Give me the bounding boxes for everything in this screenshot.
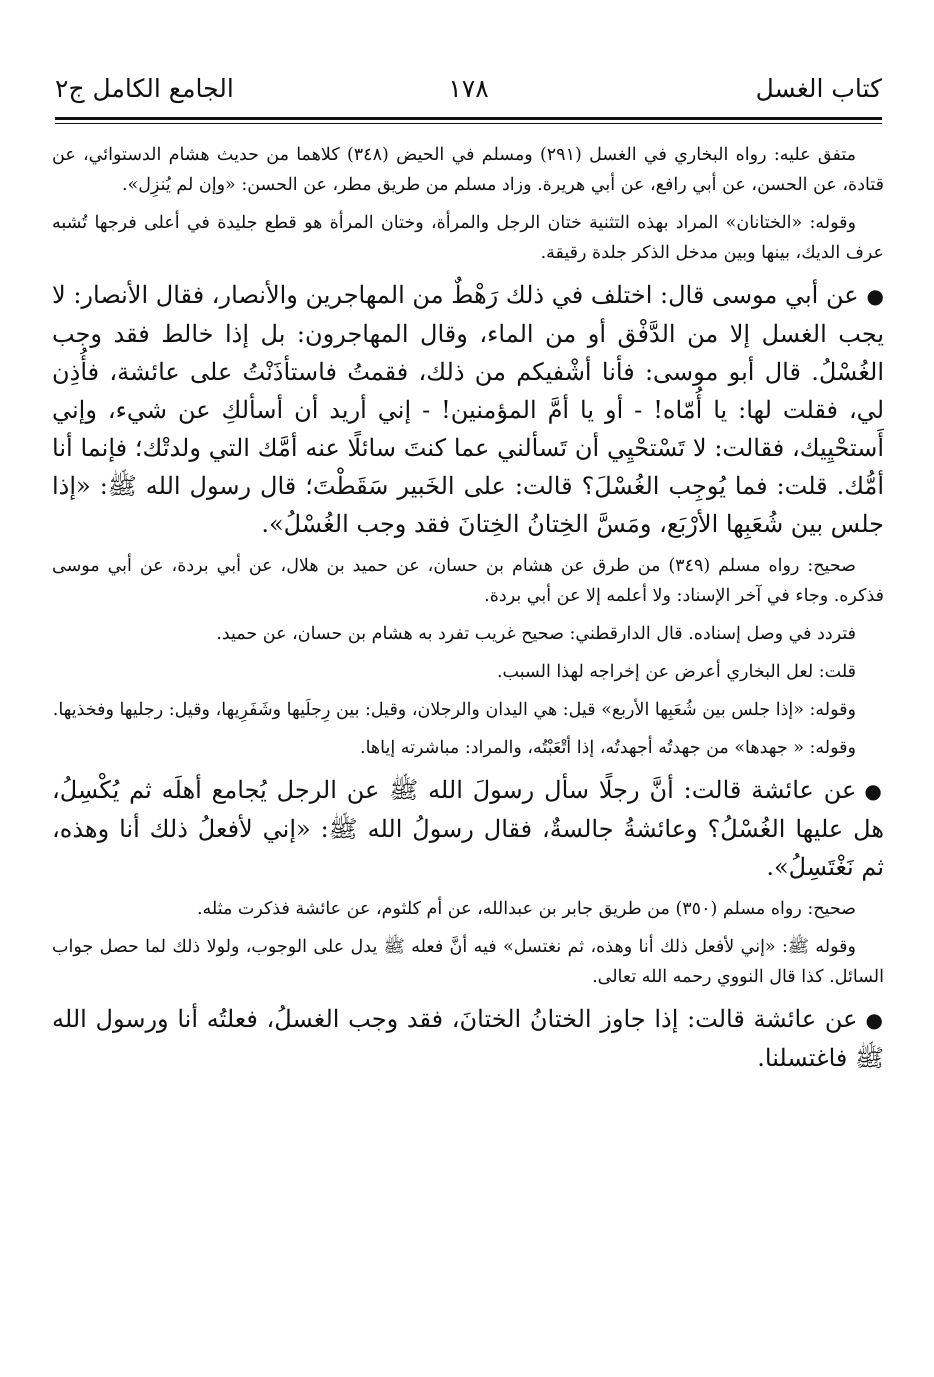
hadith-paragraph — [52, 1000, 884, 1077]
page-body — [52, 140, 884, 1085]
hadith-text: عن عائشة قالت: أنَّ رجلًا سأل رسولَ الله ﷺ عن الرجل يُجامع أهلَه ثم يُكْسِلُ، هل عليها الغُسْلُ؟ وعائشةُ جالسةٌ، فقال رسولُ الله ﷺ: «إني لأفعلُ ذلك أنا وهذه، ثم نَغْتَسِلُ». — [52, 776, 884, 881]
bullet-icon: ● — [865, 1008, 884, 1032]
takhrij-note — [52, 551, 884, 611]
takhrij-note — [52, 894, 884, 924]
commentary-note — [52, 657, 884, 687]
commentary-note — [52, 208, 884, 268]
bullet-icon: ● — [864, 779, 885, 803]
chapter-title: كتاب الغسل — [755, 74, 882, 103]
header-rule-thick — [55, 117, 882, 120]
bullet-icon: ● — [866, 284, 884, 308]
hadith-text: عن أبي موسى قال: اختلف في ذلك رَهْطٌ من المهاجرين والأنصار، فقال الأنصار: لا يجب الغسل إلا من الدَّفْق أو من الماء، وقال المهاجرون: بل إذا خالط فقد وجب الغُسْلُ. قال أبو موسى: فأنا أشْفيكم من ذلك، فقمتُ فاستأذَنْتُ على عائشة، فأُذِن لي، فقلت لها: يا أُمّاه! - أو يا أمَّ المؤمنين! - إني أريد أن أسألكِ عن شيء، وإني أَستحْيِيك، فقالت: لا تَسْتحْيِي أن تَسألني عما كنتَ سائلًا عنه أمَّك التي ولدتْك؛ فإنما أنا أمُّك. قلت: فما يُوجِب الغُسْلَ؟ قالت: على الخَبير سَقَطْتَ؛ قال رسول الله ﷺ: «إذا جلس بين شُعَبِها الأرْبَع، ومَسَّ الخِتانُ الخِتانَ فقد وجب الغُسْلُ». — [52, 281, 884, 538]
takhrij-note — [52, 140, 884, 200]
running-header — [55, 72, 882, 106]
note-text: متفق عليه: رواه البخاري في الغسل (٢٩١) ومسلم في الحيض (٣٤٨) كلاهما من حديث هشام الدستوائي، عن قتادة، عن الحسن، عن أبي رافع، عن أبي هريرة. وزاد مسلم من طريق مطر، عن الحسن: «وإن لم يُنزِل». — [52, 145, 884, 195]
note-text: وقوله ﷺ: «إني لأفعل ذلك أنا وهذه، ثم نغتسل» فيه أنَّ فعله ﷺ يدل على الوجوب، ولولا ذلك لما حصل جواب السائل. كذا قال النووي رحمه الله تعالى. — [52, 937, 884, 987]
commentary-note — [52, 733, 884, 763]
header-rule-thin — [55, 123, 882, 124]
note-text: صحيح: رواه مسلم (٣٤٩) من طرق عن هشام بن حسان، عن حميد بن هلال، عن أبي بردة، عن أبي موسى فذكره. وجاء في آخر الإسناد: ولا أعلمه إلا عن أبي بردة. — [52, 556, 884, 606]
hadith-text: عن عائشة قالت: إذا جاوز الختانُ الختانَ، فقد وجب الغسلُ، فعلتُه أنا ورسول الله ﷺ فاغتسلنا. — [52, 1005, 884, 1072]
commentary-note — [52, 932, 884, 992]
note-text: قلت: لعل البخاري أعرض عن إخراجه لهذا السبب. — [496, 662, 856, 682]
note-text: وقوله: « جهدها» من جهدتُه أجهدتُه، إذا أتْعَبْتُه، والمراد: مباشرته إياها. — [360, 738, 856, 758]
commentary-note — [52, 695, 884, 725]
note-text: وقوله: «الختانان» المراد بهذه التثنية ختان الرجل والمرأة، وختان المرأة هو قطع جليدة في أعلى فرجها تُشبه عرف الديك، بينها وبين مدخل الذكر جلدة رقيقة. — [52, 213, 884, 263]
hadith-paragraph — [52, 771, 884, 886]
commentary-note — [52, 619, 884, 649]
book-title: الجامع الكامل ج٢ — [55, 74, 234, 103]
hadith-paragraph — [52, 276, 884, 543]
page-number: ١٧٨ — [448, 74, 489, 103]
note-text: صحيح: رواه مسلم (٣٥٠) من طريق جابر بن عبدالله، عن أم كلثوم، عن عائشة فذكرت مثله. — [196, 899, 856, 919]
note-text: وقوله: «إذا جلس بين شُعَبِها الأربع» قيل: هي اليدان والرجلان، وقيل: بين رِجلَيها وشَفَرِيها، وقيل: رجليها وفخذيها. — [52, 700, 856, 720]
note-text: فتردد في وصل إسناده. قال الدارقطني: صحيح غريب تفرد به هشام بن حسان، عن حميد. — [216, 624, 856, 644]
